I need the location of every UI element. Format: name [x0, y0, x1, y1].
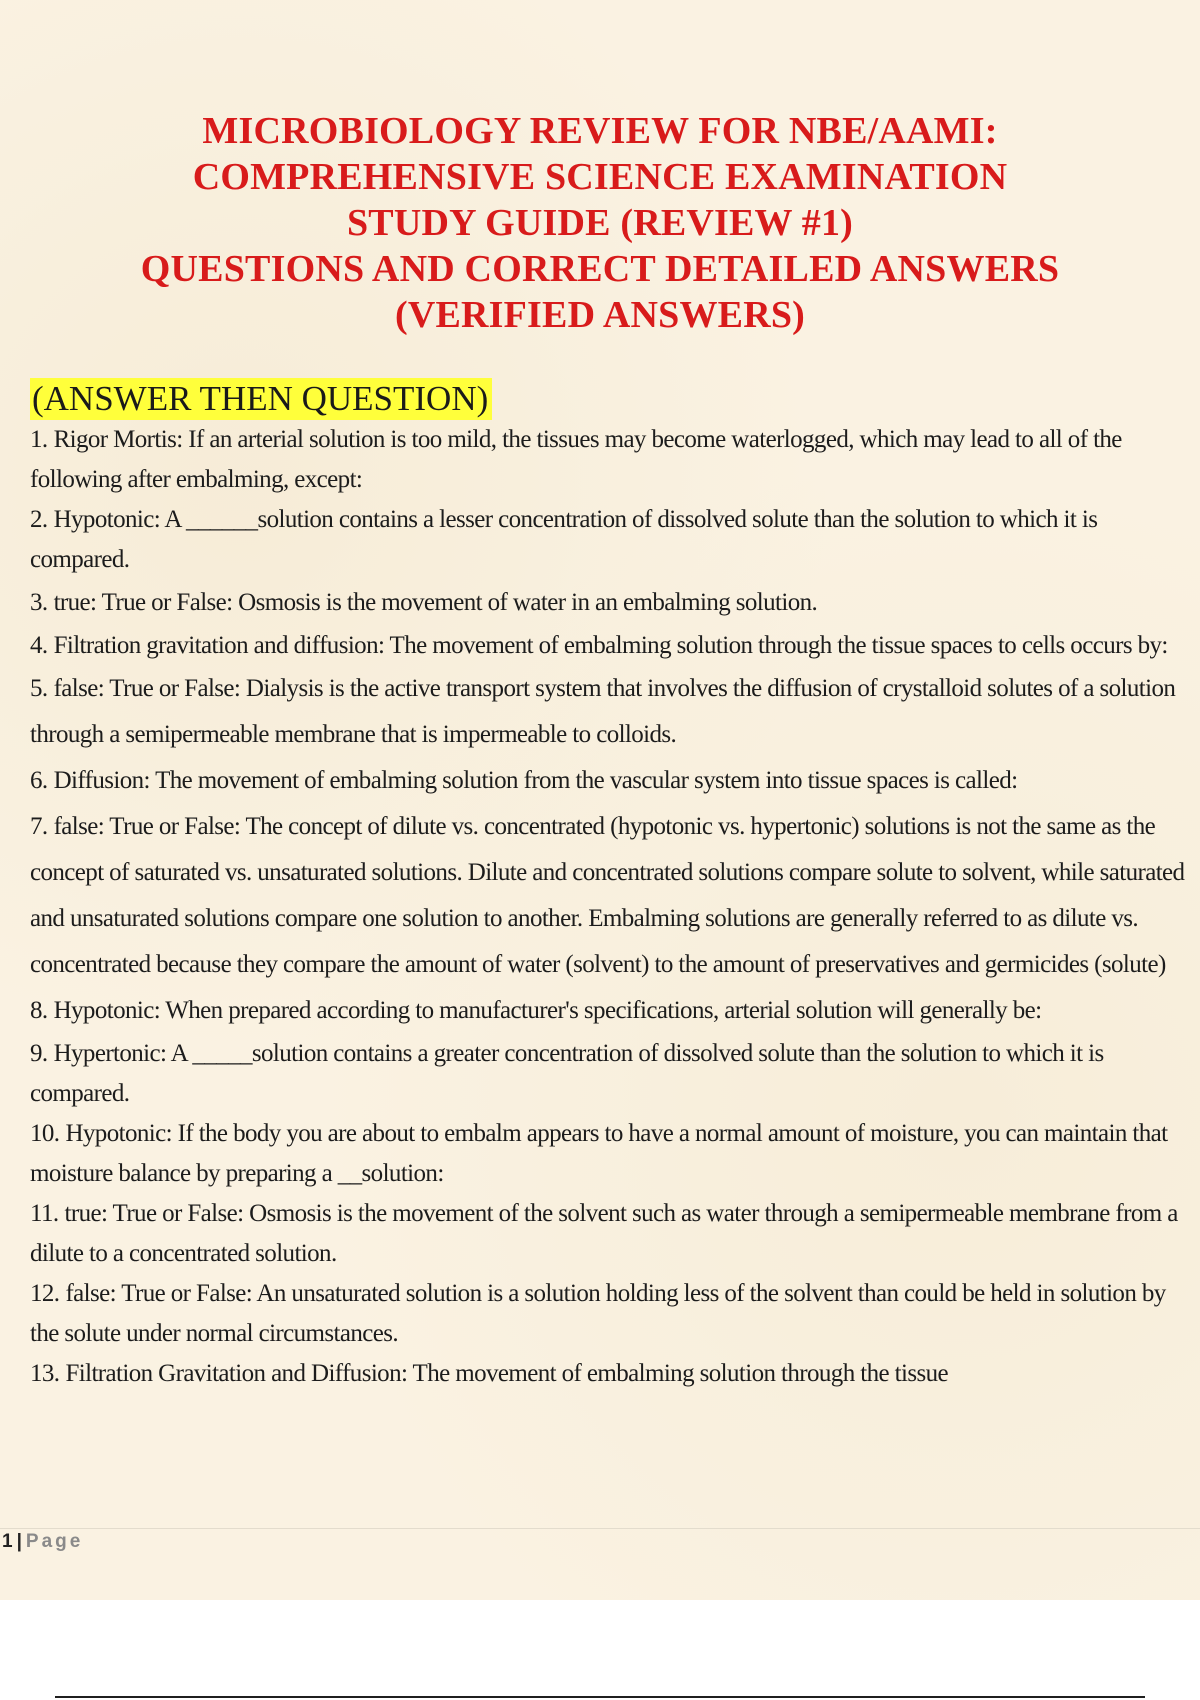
qa-text: true: True or False: Osmosis is the movement of the solvent such as water through a semipermeable membrane from a dilute to a concentrated solution. [30, 1200, 1178, 1267]
title-line-3: STUDY GUIDE (REVIEW #1) [346, 202, 854, 244]
qa-item-4 [30, 626, 1190, 666]
qa-number: 1. [30, 426, 48, 453]
qa-text: Rigor Mortis: If an arterial solution is too mild, the tissues may become waterlogged, which may lead to all of the following after embalming, except: [30, 426, 1122, 493]
qa-item-10 [30, 1114, 1190, 1194]
title-line-2: COMPREHENSIVE SCIENCE EXAMINATION [192, 156, 1008, 198]
qa-number: 3. [30, 589, 48, 616]
footer-divider [0, 1528, 1200, 1529]
qa-item-3 [30, 580, 1190, 626]
qa-item-7 [30, 804, 1190, 988]
qa-number: 2. [30, 506, 48, 533]
qa-number: 5. [30, 675, 48, 702]
qa-item-13 [30, 1354, 1190, 1394]
qa-text: false: True or False: An unsaturated solution is a solution holding less of the solvent than could be held in solution by the solute under normal circumstances. [30, 1280, 1166, 1347]
page-number: 1 [2, 1531, 13, 1552]
qa-item-5 [30, 666, 1190, 758]
qa-number: 11. [30, 1200, 59, 1227]
qa-number: 13. [30, 1360, 60, 1387]
qa-text: Hypotonic: If the body you are about to embalm appears to have a normal amount of moisture, you can maintain that moisture balance by preparing a __solution: [30, 1120, 1168, 1187]
qa-text: Hypotonic: When prepared according to manufacturer's specifications, arterial solution will generally be: [53, 997, 1042, 1024]
qa-item-8 [30, 988, 1190, 1034]
qa-list [30, 420, 1190, 1394]
qa-item-2 [30, 500, 1190, 580]
qa-text: true: True or False: Osmosis is the movement of water in an embalming solution. [53, 589, 818, 616]
title-line-1: MICROBIOLOGY REVIEW FOR NBE/AAMI: [202, 110, 998, 152]
qa-text: Filtration Gravitation and Diffusion: The movement of embalming solution through the tissue [65, 1360, 948, 1387]
qa-number: 9. [30, 1040, 48, 1067]
qa-number: 10. [30, 1120, 60, 1147]
qa-item-1 [30, 420, 1190, 500]
qa-item-6 [30, 758, 1190, 804]
next-page-divider [55, 1696, 1145, 1698]
title-line-5: (VERIFIED ANSWERS) [394, 294, 806, 336]
footer-separator: | [16, 1531, 22, 1552]
qa-number: 8. [30, 997, 48, 1024]
qa-number: 6. [30, 767, 48, 794]
document-title [0, 108, 1200, 338]
highlighted-subtitle: (ANSWER THEN QUESTION) [30, 378, 492, 420]
qa-item-12 [30, 1274, 1190, 1354]
qa-text: false: True or False: Dialysis is the active transport system that involves the diffusion of crystalloid solutes of a solution through a semipermeable membrane that is impermeable to colloids. [30, 675, 1176, 748]
qa-number: 7. [30, 813, 48, 840]
qa-item-11 [30, 1194, 1190, 1274]
page-label: Page [25, 1531, 84, 1552]
page-footer [2, 1528, 83, 1556]
qa-text: Diffusion: The movement of embalming solution from the vascular system into tissue spaces is called: [53, 767, 1018, 794]
qa-text: Filtration gravitation and diffusion: The movement of embalming solution through the tissue spaces to cells occurs by: [53, 632, 1168, 659]
qa-text: Hypertonic: A _____solution contains a greater concentration of dissolved solute than the solution to which it is compared. [30, 1040, 1104, 1107]
qa-number: 12. [30, 1280, 60, 1307]
qa-text: Hypotonic: A ______solution contains a lesser concentration of dissolved solute than the solution to which it is compared. [30, 506, 1098, 573]
subtitle-wrapper [30, 378, 492, 420]
qa-text: false: True or False: The concept of dilute vs. concentrated (hypotonic vs. hypertonic) solutions is not the same as the concept of saturated vs. unsaturated solutions. Dilute and concentrated solutions compare solute to solvent, while saturated and unsaturated solutions compare one solution to another. Embalming solutions are generally referred to as dilute vs. concentrated because they compare the amount of water (solvent) to the amount of preservatives and germicides (solute) [30, 813, 1185, 978]
qa-item-9 [30, 1034, 1190, 1114]
title-line-4: QUESTIONS AND CORRECT DETAILED ANSWERS [140, 248, 1060, 290]
qa-number: 4. [30, 632, 48, 659]
